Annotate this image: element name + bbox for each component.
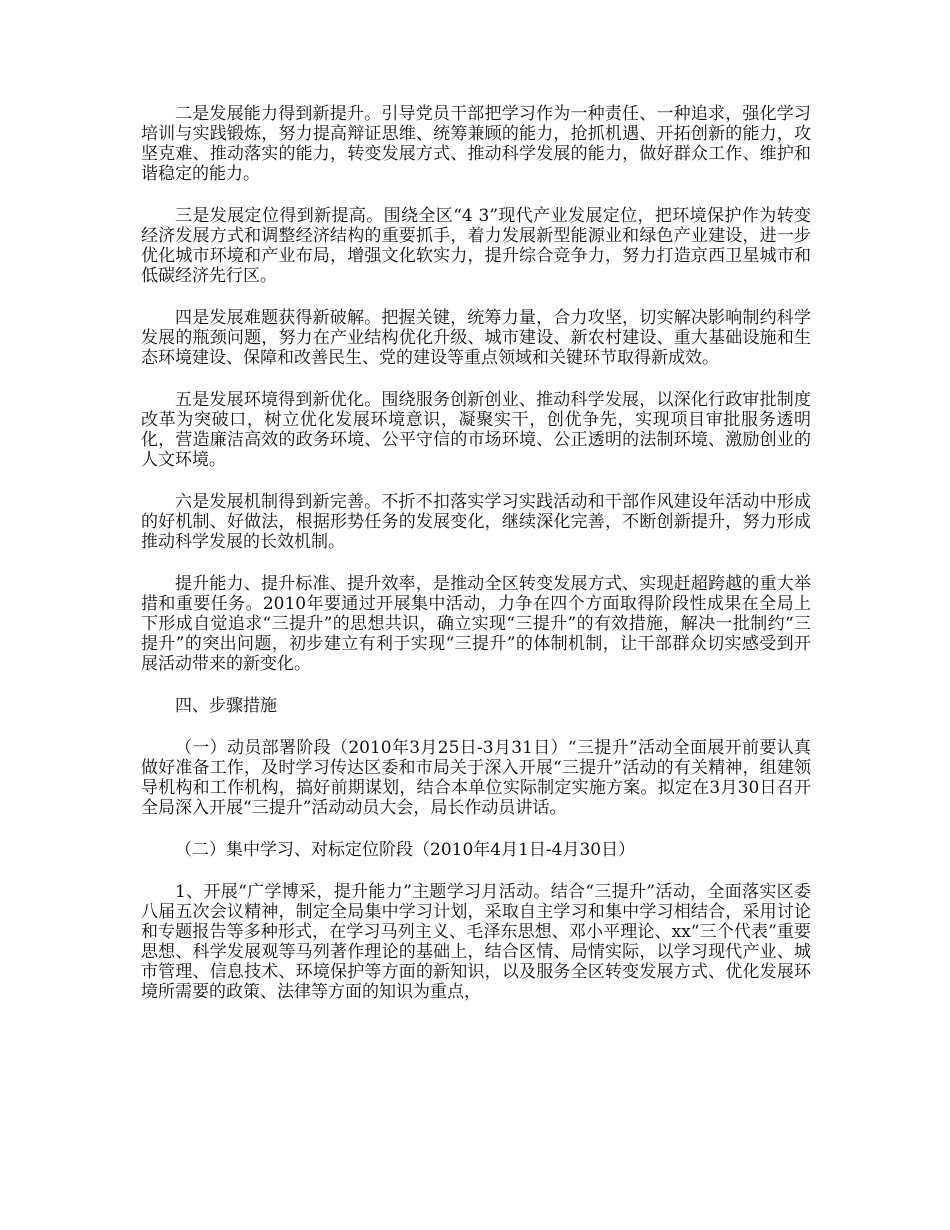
paragraph-positioning: 三是发展定位得到新提高。围绕全区“4 3”现代产业发展定位，把环境保护作为转变经济发展方式和调整经济结构的重要抓手，着力发展新型能源业和绿色产业建设，进一步优化城市环境和产业布局，增强文化软实力，提升综合竞争力，努力打造京西卫星城市和低碳经济先行区。 xyxy=(141,206,811,286)
step-study-month: 1、开展“广学博采，提升能力”主题学习月活动。结合“三提升”活动，全面落实区委八届五次会议精神，制定全局集中学习计划，采取自主学习和集中学习相结合，采用讨论和专题报告等多种形式，在学习马列主义、毛泽东思想、邓小平理论、xx“三个代表”重要思想、科学发展观等马列著作理论的基础上，结合区情、局情实际，以学习现代产业、城市管理、信息技术、环境保护等方面的新知识，以及服务全区转变发展方式、优化发展环境所需要的政策、法律等方面的知识为重点， xyxy=(141,882,811,1002)
step-study-heading: （二）集中学习、对标定位阶段（2010年4月1日-4月30日） xyxy=(175,840,636,860)
document-body xyxy=(141,104,811,1002)
section-heading-steps: 四、步骤措施 xyxy=(175,696,277,716)
paragraph-ability: 二是发展能力得到新提升。引导党员干部把学习作为一种责任、一种追求，强化学习培训与实践锻炼，努力提高辩证思维、统筹兼顾的能力，抢抓机遇、开拓创新的能力，攻坚克难、推动落实的能力，转变发展方式、推动科学发展的能力，做好群众工作、维护和谐稳定的能力。 xyxy=(141,104,811,184)
paragraph-summary: 提升能力、提升标准、提升效率，是推动全区转变发展方式、实现赶超跨越的重大举措和重要任务。2010年要通过开展集中活动，力争在四个方面取得阶段性成果在全局上下形成自觉追求“三提升”的思想共识，确立实现“三提升”的有效措施，解决一批制约“三提升”的突出问题，初步建立有利于实现“三提升”的体制机制，让干部群众切实感受到开展活动带来的新变化。 xyxy=(141,574,811,674)
paragraph-environment: 五是发展环境得到新优化。围绕服务创新创业、推动科学发展，以深化行政审批制度改革为突破口，树立优化发展环境意识，凝聚实干，创优争先，实现项目审批服务透明化，营造廉洁高效的政务环境、公平守信的市场环境、公正透明的法制环境、激励创业的人文环境。 xyxy=(141,390,811,470)
step-mobilization: （一）动员部署阶段（2010年3月25日-3月31日）“三提升”活动全面展开前要认真做好准备工作，及时学习传达区委和市局关于深入开展“三提升”活动的有关精神，组建领导机构和工作机构，搞好前期谋划，结合本单位实际制定实施方案。拟定在3月30日召开全局深入开展“三提升”活动动员大会，局长作动员讲话。 xyxy=(141,738,811,818)
paragraph-problems: 四是发展难题获得新破解。把握关键，统筹力量，合力攻坚，切实解决影响制约科学发展的瓶颈问题，努力在产业结构优化升级、城市建设、新农村建设、重大基础设施和生态环境建设、保障和改善民生、党的建设等重点领域和关键环节取得新成效。 xyxy=(141,308,811,368)
paragraph-mechanism: 六是发展机制得到新完善。不折不扣落实学习实践活动和干部作风建设年活动中形成的好机制、好做法，根据形势任务的发展变化，继续深化完善，不断创新提升，努力形成推动科学发展的长效机制。 xyxy=(141,492,811,552)
